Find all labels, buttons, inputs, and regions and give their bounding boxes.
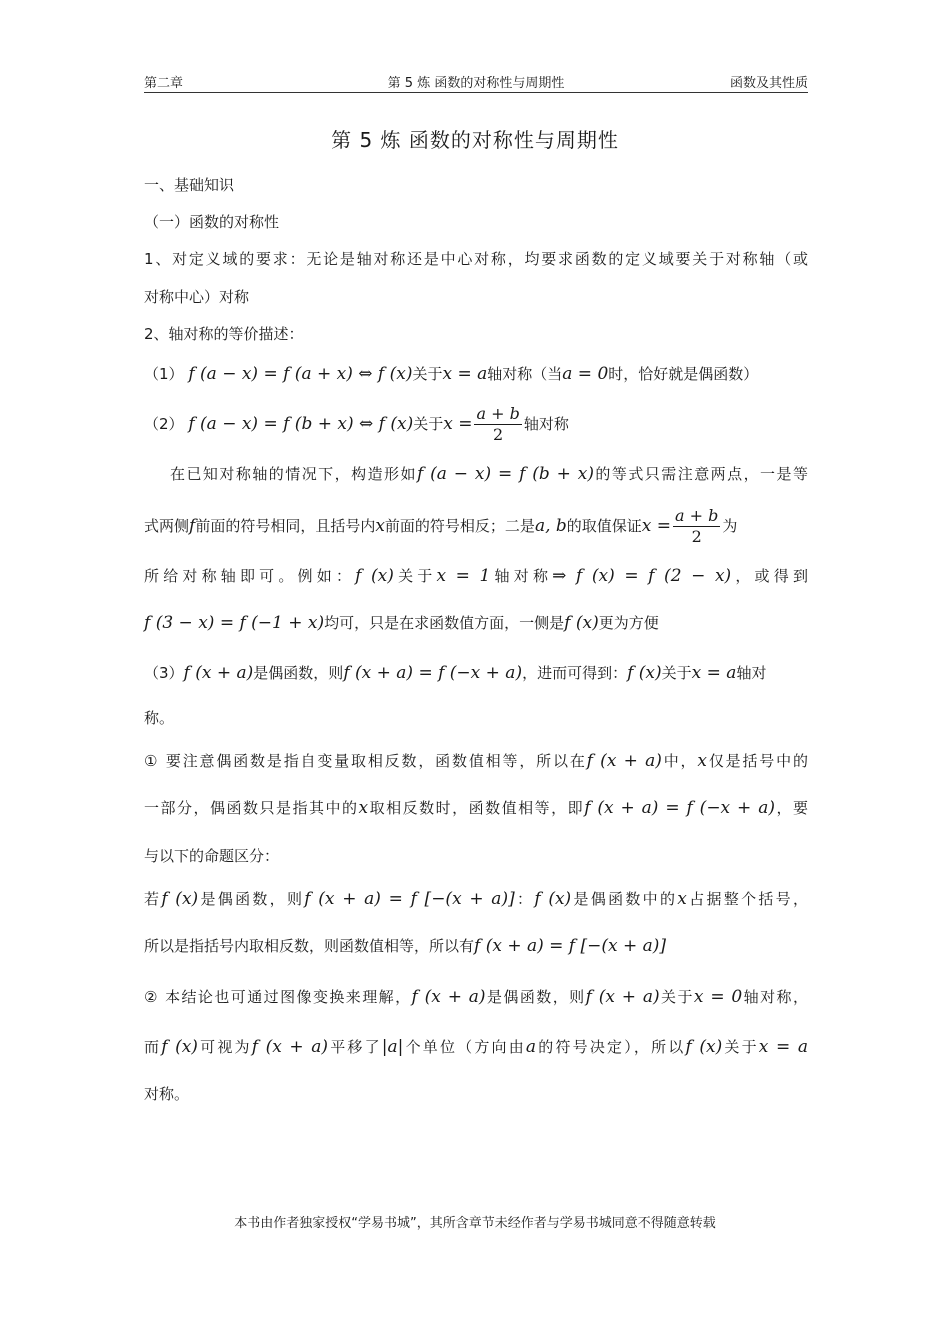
item-3-equation: f (x + a) = f (−x + a) <box>343 663 523 683</box>
explanation-text: 在已知对称轴的情况下，构造形如 <box>170 465 417 483</box>
item-1-equation: f (a − x) = f (a + x) ⇔ f (x) <box>188 364 413 384</box>
note-1-line-5 <box>144 935 808 957</box>
note-equation: |a| <box>381 1037 404 1057</box>
explanation-text: 前面的符号相反；二是 <box>384 517 535 535</box>
header-topic: 函数及其性质 <box>729 76 808 91</box>
explanation-text: 关于 <box>393 567 437 585</box>
note-symbol: x <box>697 751 707 771</box>
note-equation: f (x) <box>161 889 199 909</box>
note-text: 个单位（方向由 <box>403 1038 526 1056</box>
subsection-heading: （一）函数的对称性 <box>144 213 280 231</box>
note-1-line-2 <box>144 797 808 819</box>
explanation-symbol: x <box>375 516 385 536</box>
note-text: 中， <box>661 752 698 770</box>
note-text: 是偶函数，则 <box>198 890 305 908</box>
note-text: ① 要注意偶函数是指自变量取相反数，函数值相等，所以在 <box>144 752 587 770</box>
explanation-line-4 <box>144 612 808 634</box>
item-3-continuation: 称。 <box>144 709 175 727</box>
item-3 <box>144 662 808 684</box>
explanation-equation: ⇒ f (x) = f (2 − x) <box>552 566 732 586</box>
item-2-fraction-denominator: 2 <box>493 425 504 444</box>
header-section: 第 5 炼 函数的对称性与周期性 <box>387 76 565 91</box>
note-equation: f (x + a) = f [−(x + a)] <box>474 936 667 956</box>
item-1-axis: x = a <box>442 364 488 384</box>
note-symbol: a <box>525 1037 537 1057</box>
item-3-text: 关于 <box>661 664 692 682</box>
note-symbol: x <box>358 798 369 818</box>
item-2-label: （2） <box>144 415 184 433</box>
note-symbol: x <box>677 889 687 909</box>
item-3-text: 轴对 <box>736 664 767 682</box>
note-equation: f (x) <box>534 889 572 909</box>
item-2-text-b: 轴对称 <box>523 415 569 433</box>
explanation-equation: f (3 − x) = f (−1 + x) <box>144 613 325 633</box>
item-3-equation: f (x + a) <box>183 663 254 683</box>
explanation-equation: x = 1 <box>436 566 491 586</box>
explanation-text: 为 <box>722 517 738 535</box>
explanation-equation: f (x) <box>564 613 599 633</box>
note-text: 是偶函数，则 <box>485 988 586 1006</box>
note-equation: f (x + a) = f (−x + a) <box>584 798 775 818</box>
page-title: 第 5 炼 函数的对称性与周期性 <box>331 128 619 152</box>
note-equation: f (x + a) <box>411 987 486 1007</box>
note-text: 一部分，偶函数只是指其中的 <box>144 799 359 817</box>
item-1-text-a: 关于 <box>412 365 443 383</box>
note-2-line-2 <box>144 1036 808 1058</box>
note-1-line-1 <box>144 750 808 772</box>
item-3-axis: x = a <box>691 663 737 683</box>
explanation-fraction-denominator: 2 <box>691 527 702 546</box>
note-text: 取相反数时，函数值相等，即 <box>368 799 585 817</box>
explanation-text: 的等式只需注意两点，一是等 <box>593 465 808 483</box>
item-1-text-c: 时，恰好就是偶函数） <box>608 365 759 383</box>
note-text: ： <box>514 890 535 908</box>
explanation-text: ，或得到 <box>731 567 808 585</box>
note-equation: f (x) <box>161 1037 198 1057</box>
note-equation: x = 0 <box>693 987 743 1007</box>
item-2-fraction-numerator: a + b <box>476 404 520 423</box>
item-1-text-b: 轴对称（当 <box>487 365 563 383</box>
note-text: 关于 <box>659 988 694 1006</box>
explanation-text: 式两侧 <box>144 517 190 535</box>
explanation-text: 均可，只是在求函数值方面，一侧是 <box>324 614 565 632</box>
item-2-equation: f (a − x) = f (b + x) ⇔ f (x) <box>188 414 414 434</box>
paragraph-1-line-1: 1、对定义域的要求：无论是轴对称还是中心对称，均要求函数的定义域要关于对称轴（或 <box>144 250 808 268</box>
note-1-line-3: 与以下的命题区分： <box>144 847 280 865</box>
note-text: 的符号决定），所以 <box>536 1038 686 1056</box>
explanation-line-1 <box>170 463 808 485</box>
note-text: ② 本结论也可通过图像变换来理解， <box>144 988 412 1006</box>
explanation-text: 更为方便 <box>598 614 659 632</box>
section-heading: 一、基础知识 <box>144 176 235 194</box>
explanation-fraction-numerator: a + b <box>675 506 719 525</box>
note-1-line-4 <box>144 888 808 910</box>
item-2-fraction <box>474 404 521 445</box>
note-text: 仅是括号中的 <box>706 752 808 770</box>
item-1-label: （1） <box>144 365 184 383</box>
item-3-text: 是偶函数，则 <box>253 664 344 682</box>
note-text: 可视为 <box>197 1038 252 1056</box>
explanation-equation: f (a − x) = f (b + x) <box>416 464 594 484</box>
explanation-equation: f (x) <box>355 566 394 586</box>
note-equation: x = a <box>758 1037 808 1057</box>
explanation-symbol: x = <box>641 516 672 536</box>
note-text: 占据整个括号， <box>686 890 808 908</box>
note-2-line-3: 对称。 <box>144 1085 190 1103</box>
running-header <box>144 70 808 93</box>
item-1 <box>144 363 808 385</box>
item-1-condition: a = 0 <box>562 364 609 384</box>
explanation-symbol: a, b <box>534 516 567 536</box>
note-text: ，要 <box>774 799 808 817</box>
note-text: 所以是指括号内取相反数，则函数值相等，所以有 <box>144 937 475 955</box>
note-text: 关于 <box>722 1038 759 1056</box>
item-3-equation: f (x) <box>627 663 662 683</box>
note-equation: f (x + a) <box>586 751 662 771</box>
explanation-text: 轴对称 <box>490 567 553 585</box>
note-equation: f (x + a) <box>585 987 660 1007</box>
note-equation: f (x) <box>685 1037 723 1057</box>
explanation-text: 所给对称轴即可。例如： <box>144 567 356 585</box>
note-equation: f (x + a) = f [−(x + a)] <box>304 889 515 909</box>
explanation-text: 的取值保证 <box>566 517 642 535</box>
note-text: 是偶函数中的 <box>571 890 678 908</box>
note-text: 若 <box>144 890 162 908</box>
explanation-line-2 <box>144 504 808 548</box>
explanation-fraction <box>673 506 720 547</box>
item-2-axis-lhs: x = <box>443 414 473 434</box>
note-2-line-1 <box>144 986 808 1008</box>
item-3-text: ，进而可得到： <box>522 664 628 682</box>
item-3-label: （3） <box>144 664 184 682</box>
explanation-symbol: f <box>189 516 196 536</box>
note-text: 而 <box>144 1038 162 1056</box>
item-2 <box>144 402 808 446</box>
note-text: 轴对称， <box>742 988 808 1006</box>
paragraph-2: 2、轴对称的等价描述： <box>144 325 304 343</box>
header-chapter: 第二章 <box>144 76 184 91</box>
note-equation: f (x + a) <box>251 1037 329 1057</box>
item-2-text-a: 关于 <box>413 415 444 433</box>
copyright-footer: 本书由作者独家授权“学易书城”，其所含章节未经作者与学易书城同意不得随意转载 <box>234 1216 716 1231</box>
explanation-text: 前面的符号相同，且括号内 <box>195 517 376 535</box>
explanation-line-3 <box>144 565 808 587</box>
paragraph-1-line-2: 对称中心）对称 <box>144 288 250 306</box>
note-text: 平移了 <box>328 1038 382 1056</box>
